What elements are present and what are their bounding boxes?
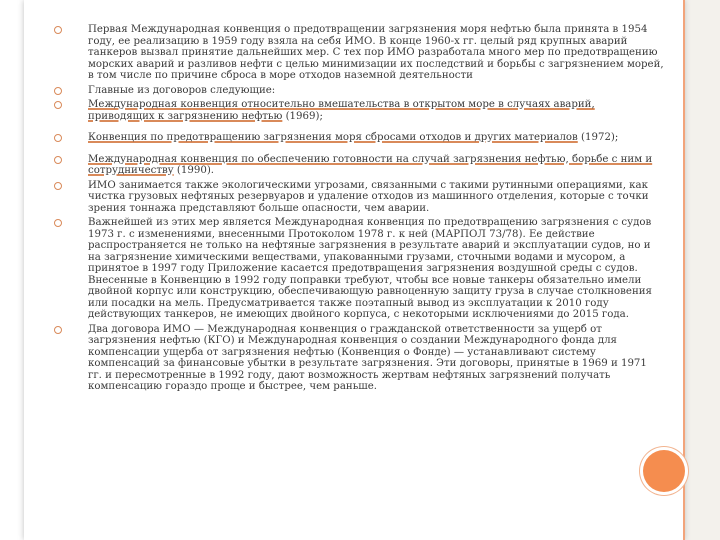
bullet-item-marpol bbox=[54, 217, 664, 321]
bullet-item-intro bbox=[54, 24, 664, 82]
circle-bullet-icon bbox=[54, 101, 62, 109]
bullet-text: Первая Международная конвенция о предотвращении загрязнения моря нефтью была принята в 1954 году, ее реализацию в 1959 году взяла на себя ИМО. В конце 1960-х гг. целый ряд крупных аварий танкеров вызвал принятие дальнейших мер. С тех пор ИМО разработала много мер по предотвращению морских аварий и разливов нефти с целью минимизации их последствий и борьбы с загрязнением морей, в том числе по причине сброса в море отходов наземной деятельности bbox=[88, 24, 664, 81]
bullet-item-convention-1990 bbox=[54, 154, 664, 177]
convention-1990-year: (1990). bbox=[173, 165, 215, 176]
convention-1969-year: (1969); bbox=[282, 110, 323, 122]
convention-1972-link[interactable]: Конвенция по предотвращению загрязнения моря сбросами отходов и других материалов bbox=[88, 132, 578, 143]
circle-bullet-icon bbox=[54, 182, 62, 190]
accent-line bbox=[683, 0, 685, 540]
decorative-circle bbox=[643, 450, 685, 492]
circle-bullet-icon bbox=[54, 326, 62, 334]
right-margin bbox=[684, 0, 720, 540]
bullet-text: Главные из договоров следующие: bbox=[88, 84, 276, 96]
bullet-text: Два договора ИМО — Международная конвенция о гражданской ответственности за ущерб от загрязнения нефтью (КГО) и Международная конвенция о создании Международного фонда для компенсации ущерба от загрязнения нефтью (Конвенция о Фонде) — устанавливают систему компенсаций за финансовые убытки в результате загрязнения. Эти договоры, принятые в 1969 и 1971 гг. и пересмотренные в 1992 году, дают возможность жертвам нефтяных загрязнений получать компенсацию гораздо проще и быстрее, чем раньше. bbox=[88, 323, 647, 392]
bullet-item-convention-1972 bbox=[54, 132, 664, 144]
bullet-text: Важнейшей из этих мер является Международная конвенция по предотвращению загрязнения с судов 1973 г. с изменениями, внесенными Протоколом 1978 г. к ней (МАРПОЛ 73/78). Ее действие распространяется не только на нефтяные загрязнения в результате аварий и эксплуатации судов, но и на загрязнение химическими веществами, упакованными грузами, сточными водами и мусором, а принятое в 1997 году Приложение касается предотвращения загрязнения воздушной среды с судов. Внесенные в Конвенцию в 1992 году поправки требуют, чтобы все новые танкеры обязательно имели двойной корпус или конструкцию, обеспечивающую равноценную защиту груза в случае столкновения или посадки на мель. Предусматривается также поэтапный вывод из эксплуатации к 2010 году действующих танкеров, не имеющих двойного корпуса, с некоторыми исключениями до 2015 года. bbox=[88, 217, 652, 320]
bullet-text: ИМО занимается также экологическими угрозами, связанными с такими рутинными операциями, как чистка грузовых нефтяных резервуаров и удаление отходов из машинного отделения, которые с точки зрения тоннажа представляют больше опасности, чем аварии. bbox=[88, 179, 649, 214]
bullet-item-routine-operations bbox=[54, 180, 664, 215]
slide bbox=[24, 0, 684, 540]
bullet-item-main-treaties bbox=[54, 85, 664, 97]
bullet-item-convention-1969 bbox=[54, 99, 664, 122]
circle-bullet-icon bbox=[54, 87, 62, 95]
circle-bullet-icon bbox=[54, 134, 62, 142]
bullet-list bbox=[54, 24, 664, 396]
bullet-item-compensation bbox=[54, 324, 664, 393]
convention-1969-link[interactable]: Международная конвенция относительно вмешательства в открытом море в случаях аварий, приводящих к загрязнению нефтью bbox=[88, 99, 595, 122]
circle-bullet-icon bbox=[54, 156, 62, 164]
circle-bullet-icon bbox=[54, 26, 62, 34]
convention-1990-link[interactable]: Международная конвенция по обеспечению готовности на случай загрязнения нефтью, борьбе с ним и сотрудничеству bbox=[88, 153, 653, 176]
left-margin bbox=[0, 0, 24, 540]
convention-1972-year: (1972); bbox=[577, 132, 619, 143]
circle-bullet-icon bbox=[54, 219, 62, 227]
